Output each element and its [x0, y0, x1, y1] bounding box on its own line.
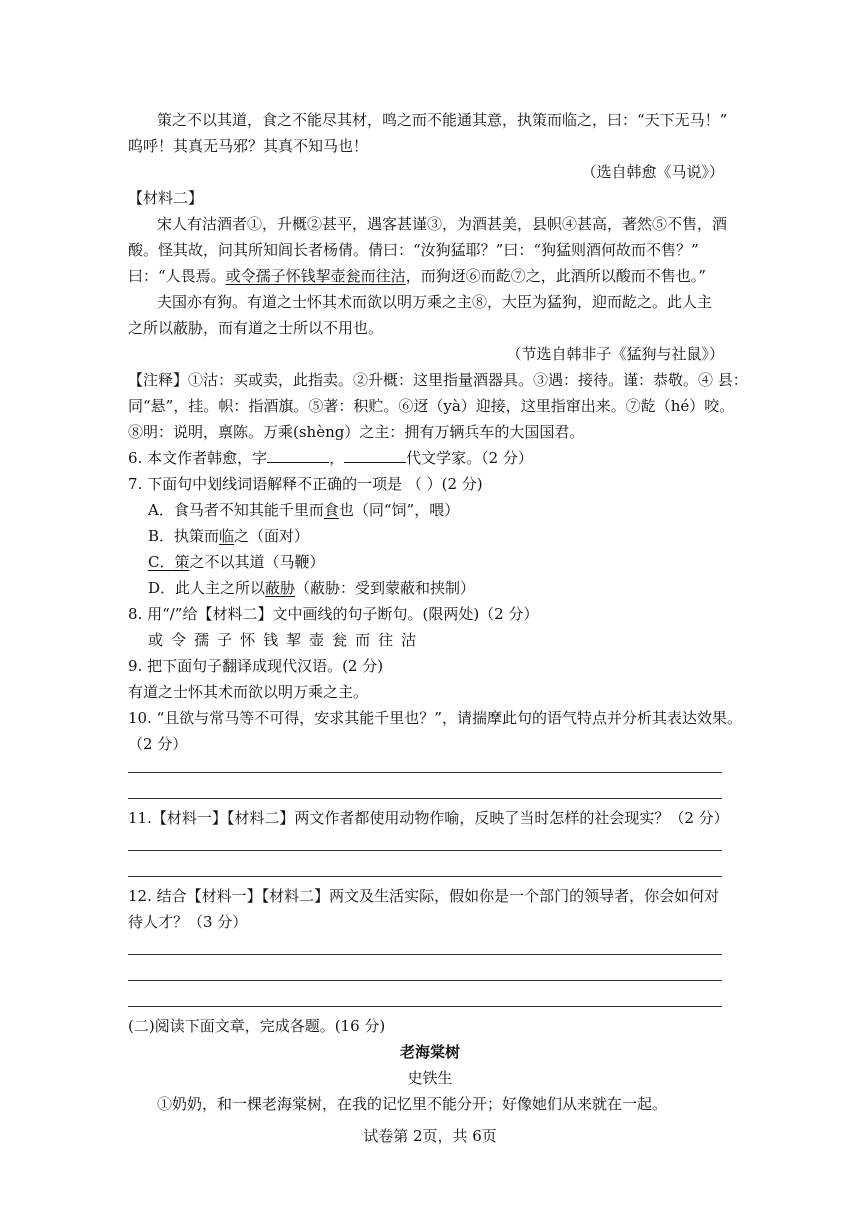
article-title: 老海棠树: [399, 1043, 460, 1061]
article-paragraph: ①奶奶，和一棵老海棠树，在我的记忆里不能分开；好像她们从来就在一起。: [157, 1095, 668, 1113]
question-8-stem: 8. 用“/”给【材料二】文中画线的句子断句。(限两处)（2 分）: [128, 605, 539, 623]
material2-source: （节选自韩非子《猛狗与社鼠》）: [506, 345, 724, 363]
section2-heading: (二)阅读下面文章，完成各题。(16 分): [128, 1017, 386, 1035]
question-12-stem: 12. 结合【材料一】【材料二】两文及生活实际，假如你是一个部门的领导者，你会如何对: [128, 887, 720, 905]
answer-line[interactable]: [128, 850, 722, 851]
answer-line[interactable]: [128, 1006, 722, 1007]
question-7-stem: 7. 下面句中划线词语解释不正确的一项是 （ ）(2 分): [128, 475, 483, 493]
option-b[interactable]: B．执策而临之（面对）: [148, 527, 310, 545]
material2-line: 酸。怪其故，问其所知闾长者杨倩。倩曰：“汝狗猛耶？”曰：“狗猛则酒何故而不售？”: [128, 241, 699, 259]
notes-line: ⑧明：说明，禀陈。万乘(shèng）之主：拥有万辆兵车的大国国君。: [128, 423, 585, 441]
notes-line: 【注释】①沽：买或卖，此指卖。②升概：这里指量酒器具。③遇：接待。谨：恭敬。④ 县：: [128, 371, 748, 389]
question-10-stem: 10. “且欲与常马等不可得，安求其能千里也？”，请揣摩此句的语气特点并分析其表达效果。: [128, 709, 742, 727]
material2-line: 曰：“人畏焉。或令孺子怀钱挈壶瓮而往沽，而狗迓⑥而龁⑦之，此酒所以酸而不售也。”: [128, 267, 706, 285]
material1-paragraph-end: 呜呼！其真无马邪？其真不知马也！: [128, 137, 369, 155]
answer-line[interactable]: [128, 772, 722, 773]
option-d[interactable]: D．此人主之所以蔽胁（蔽胁：受到蒙蔽和挟制）: [148, 579, 476, 597]
question-8-characters[interactable]: 或 令 孺 子 怀 钱 挈 壶 瓮 而 往 沽: [148, 631, 417, 649]
article-author: 史铁生: [407, 1069, 453, 1087]
question-6: 6. 本文作者韩愈，字 ， 代文学家。（2 分）: [128, 449, 533, 467]
question-12-stem-cont: 待人才？（3 分）: [128, 913, 248, 931]
option-c[interactable]: C．策之不以其道（马鞭）: [148, 553, 325, 571]
answer-line[interactable]: [128, 876, 722, 877]
underlined-sentence: 或令孺子怀钱挈壶瓮而往沽: [225, 267, 406, 285]
material1-source: （选自韩愈《马说》）: [581, 163, 724, 181]
answer-blank[interactable]: [344, 448, 406, 463]
question-9-stem: 9. 把下面句子翻译成现代汉语。(2 分): [128, 657, 384, 675]
material2-line: 宋人有沽酒者①，升概②甚平，遇客甚谨③，为酒甚美，县帜④甚高，著然⑤不售，酒: [157, 215, 728, 233]
answer-blank[interactable]: [267, 448, 329, 463]
question-11-stem: 11.【材料一】【材料二】两文作者都使用动物作喻，反映了当时怎样的社会现实？（2 分）: [128, 809, 729, 827]
question-9-sentence: 有道之士怀其术而欲以明万乘之主。: [128, 683, 369, 701]
question-10-score: （2 分）: [128, 735, 188, 753]
answer-line[interactable]: [128, 954, 722, 955]
answer-line[interactable]: [128, 980, 722, 981]
material2-heading: 【材料二】: [128, 189, 204, 207]
notes-line: 同“悬”，挂。帜：指酒旗。⑤著：积贮。⑥迓（yà）迎接，这里指窜出来。⑦龁（hé）咬。: [128, 397, 735, 415]
material2-line: 之所以蔽胁，而有道之士所以不用也。: [128, 319, 384, 337]
option-a[interactable]: A．食马者不知其能千里而食也（同“饲”，喂）: [148, 501, 460, 519]
page-footer: 试卷第 2页，共 6页: [363, 1127, 497, 1145]
material1-paragraph: 策之不以其道，食之不能尽其材，鸣之而不能通其意，执策而临之，曰：“天下无马！”: [157, 111, 728, 129]
answer-line[interactable]: [128, 798, 722, 799]
material2-line: 夫国亦有狗。有道之士怀其术而欲以明万乘之主⑧，大臣为猛狗，迎而龁之。此人主: [157, 293, 713, 311]
